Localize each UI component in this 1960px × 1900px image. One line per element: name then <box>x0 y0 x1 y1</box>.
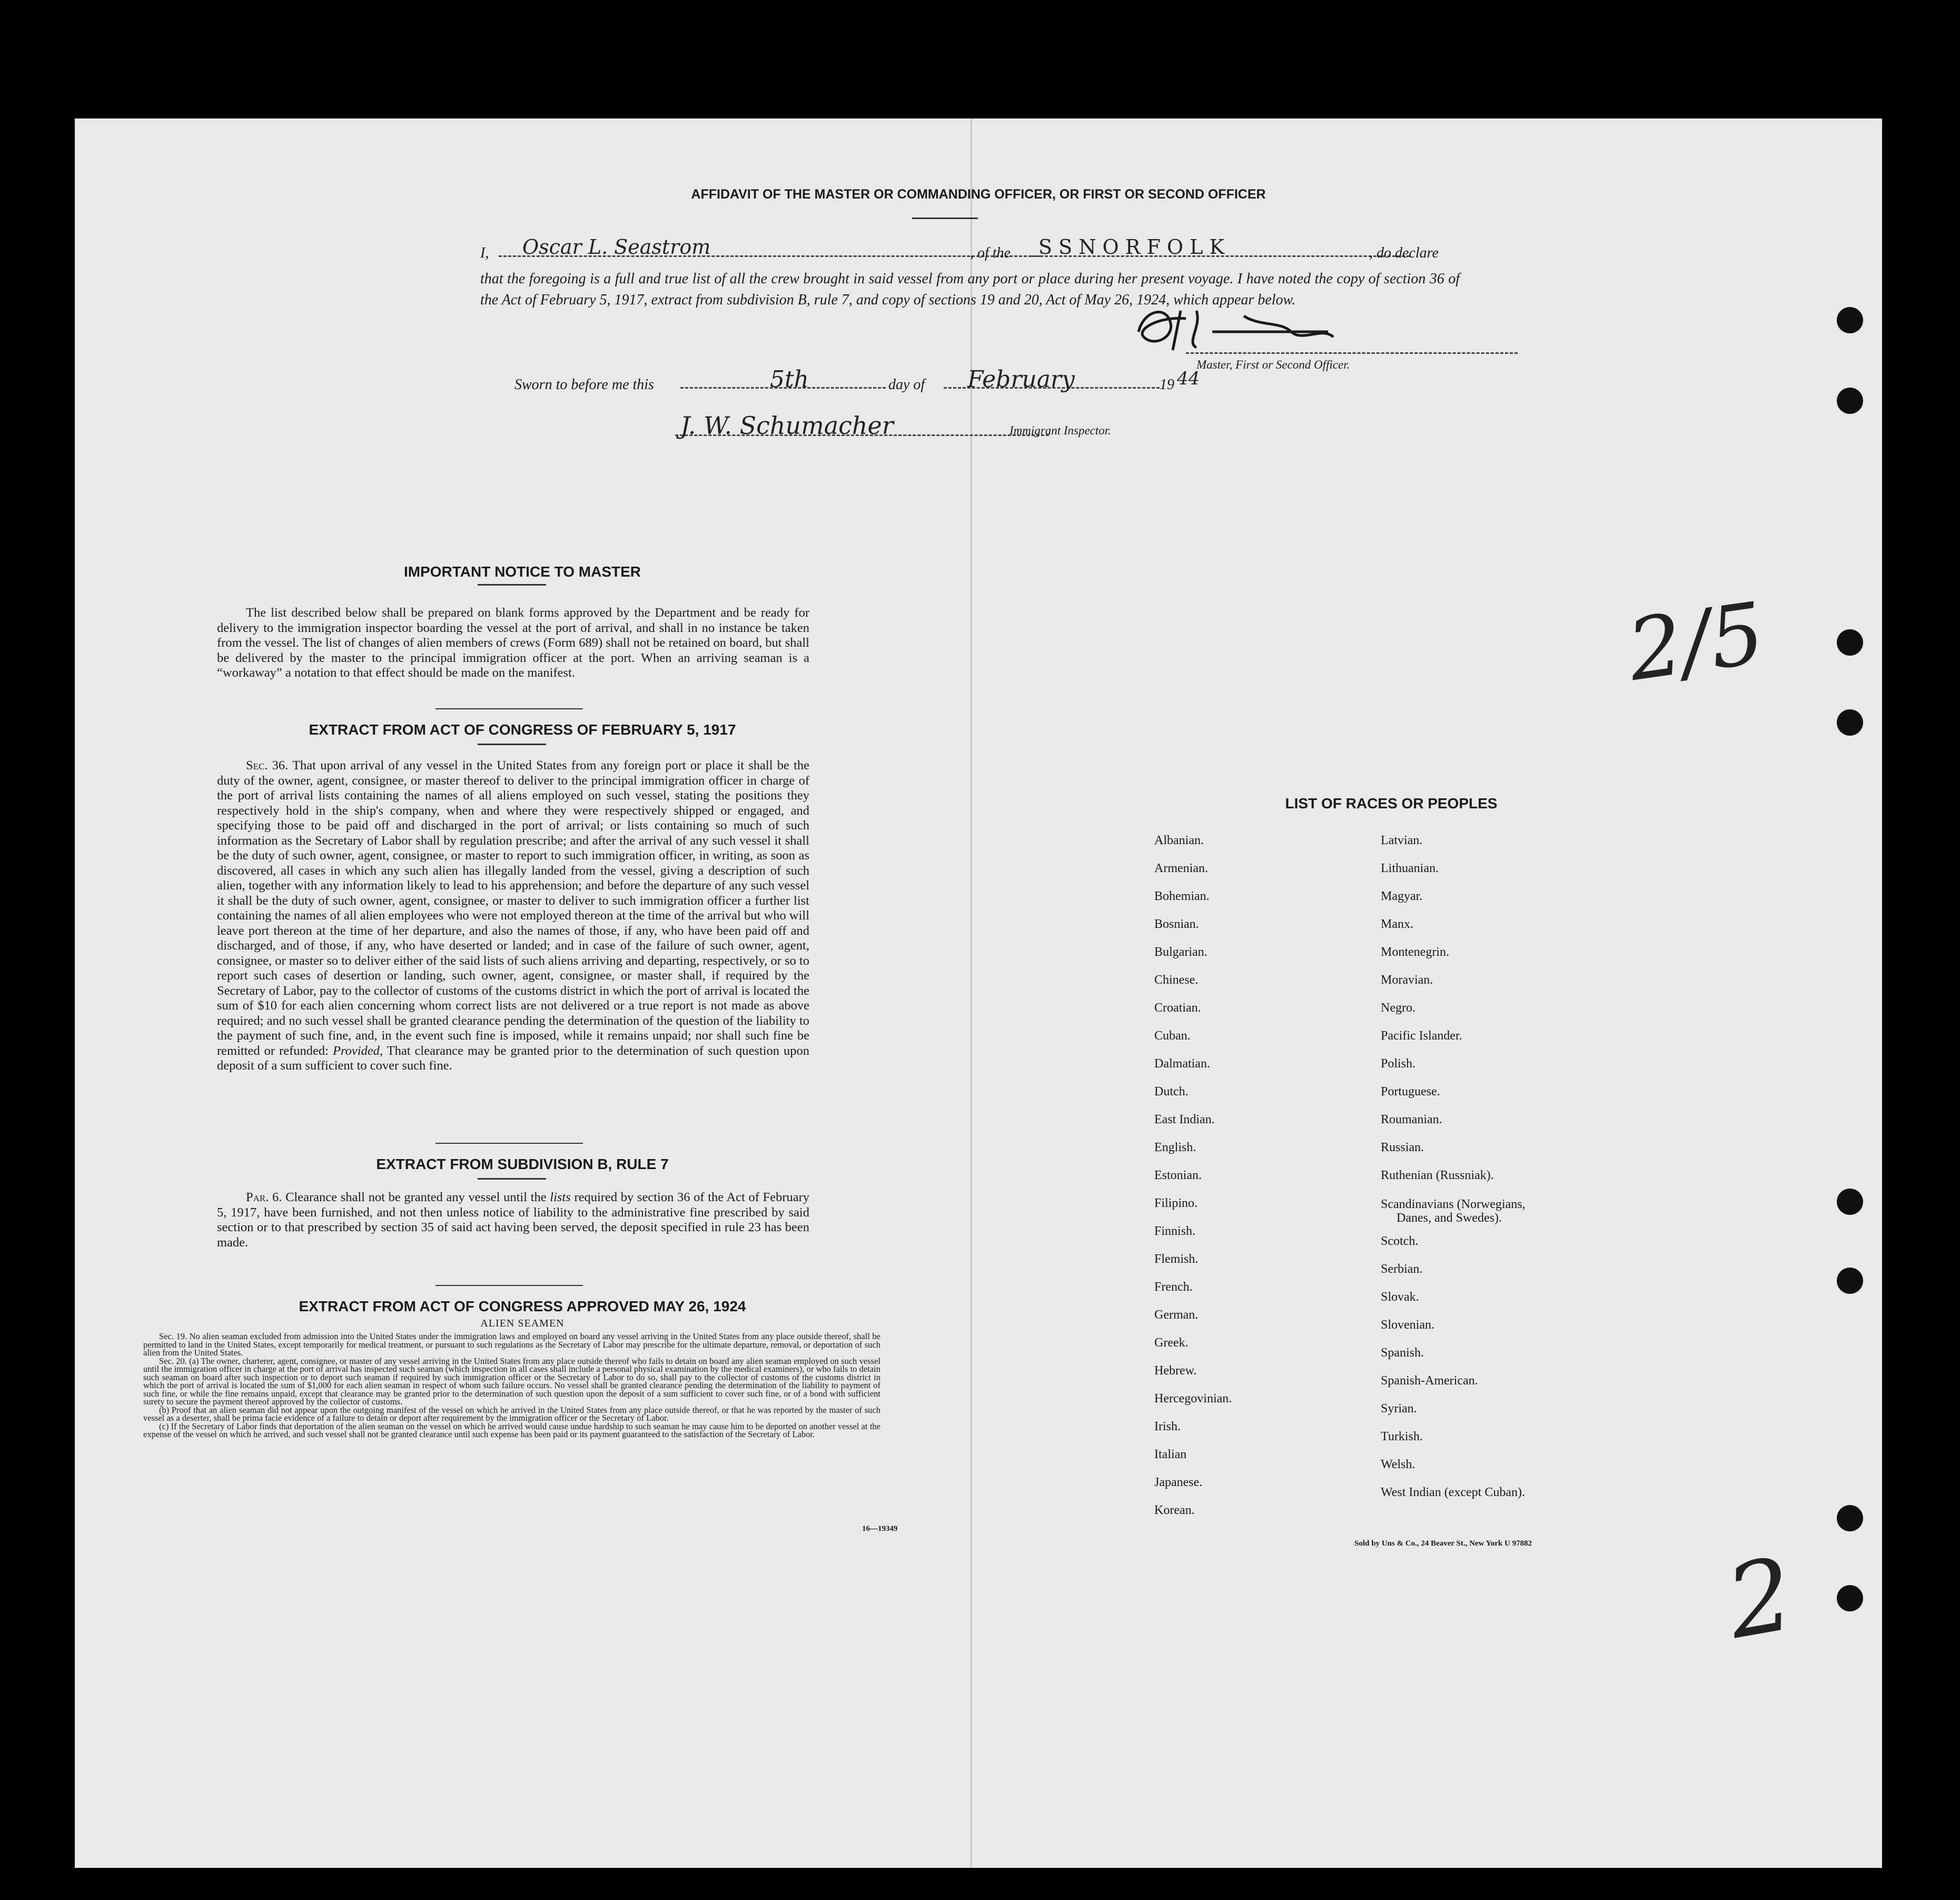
act1917-text-end: That clearance may be granted prior to the determination of such question upon deposit of a sum sufficient to cover such fine. <box>217 1043 810 1073</box>
race-item: West Indian (except Cuban). <box>1381 1486 1525 1499</box>
race-item: Greek. <box>1154 1336 1189 1350</box>
race-item: Slovak. <box>1381 1290 1419 1304</box>
divider <box>435 1285 583 1286</box>
race-item: Lithuanian. <box>1381 862 1439 875</box>
master-name-handwritten: Oscar L. Seastrom <box>522 235 711 259</box>
divider <box>478 744 546 745</box>
race-item: Serbian. <box>1381 1262 1423 1276</box>
race-item: Dutch. <box>1154 1085 1189 1099</box>
divider <box>478 584 546 586</box>
rule7-body <box>217 1190 809 1250</box>
race-item: Polish. <box>1381 1057 1416 1071</box>
race-item: Korean. <box>1154 1503 1195 1517</box>
affidavit-of-the: , of the <box>970 245 1011 261</box>
race-item: Russian. <box>1381 1141 1424 1154</box>
rule7-text-a: Clearance shall not be granted any vessel until the <box>285 1190 547 1204</box>
year-handwritten: 44 <box>1177 368 1200 389</box>
race-item: Armenian. <box>1154 862 1208 875</box>
master-label: Master, First or Second Officer. <box>1196 358 1350 371</box>
act1917-sec: Sec. 36. <box>246 758 289 773</box>
race-item: Albanian. <box>1154 834 1204 847</box>
race-item: Cuban. <box>1154 1029 1191 1043</box>
race-item: Finnish. <box>1154 1224 1196 1238</box>
race-item: Magyar. <box>1381 889 1423 903</box>
day-of-label: day of <box>888 377 925 393</box>
affidavit-i-label: I, <box>480 245 489 261</box>
sworn-label: Sworn to before me this <box>514 377 654 393</box>
binder-hole <box>1837 1268 1863 1294</box>
divider <box>435 708 583 709</box>
race-item: Welsh. <box>1381 1458 1415 1471</box>
day-handwritten: 5th <box>770 366 809 393</box>
affidavit-title: AFFIDAVIT OF THE MASTER OR COMMANDING OFFICER, OR FIRST OR SECOND OFFICER <box>691 187 1266 202</box>
race-item: French. <box>1154 1280 1193 1294</box>
affidavit-do-declare: , do declare <box>1369 245 1439 261</box>
race-item: Latvian. <box>1381 834 1423 847</box>
month-handwritten: February <box>967 366 1075 393</box>
binder-hole <box>1837 709 1863 736</box>
form-number: 16—19349 <box>862 1525 898 1533</box>
race-item: Spanish. <box>1381 1346 1424 1360</box>
sold-by-imprint: Sold by Uns & Co., 24 Beaver St., New York U 97882 <box>1354 1539 1532 1548</box>
rule7-par: Par. 6. <box>246 1190 282 1204</box>
act1917-body <box>217 758 809 1074</box>
race-item: Ruthenian (Russniak). <box>1381 1169 1494 1182</box>
races-right-column <box>1381 827 1644 1507</box>
act1924-sec20a: Sec. 20. (a) The owner, charterer, agent, consignee, or master of any vessel arriving in the United States from any place outside thereof who fails to detain on board any alien seaman employed on such vessel until the immigration officer in charge at the port of arrival has inspected such seaman (which inspection in all cases shall include a personal physical examination by the medical examiners), or who fails to detain such seaman on board after such inspection or to deport such seaman if required by such immigration officer or the Secretary of Labor to do so, shall pay to the collector of customs of the customs district in which the port of arrival is located the sum of $1,000 for each alien seaman in respect of whom such failure occurs. No vessel shall be granted clearance pending the determination of the liability to payment of such fine, or while the fine remains unpaid, except that clearance may be granted prior to the determination of such question upon the deposit of a sum sufficient to cover such fine, or of a bond with sufficient surety to secure the payment thereof approved by the collector of customs. <box>143 1355 880 1407</box>
race-item: Dalmatian. <box>1154 1057 1210 1071</box>
race-item: Spanish-American. <box>1381 1374 1478 1388</box>
race-item: Manx. <box>1381 917 1413 931</box>
act1917-provided: Provided, <box>333 1043 383 1058</box>
race-item: English. <box>1154 1141 1196 1154</box>
fraction-annotation: 2/5 <box>1622 583 1770 700</box>
rule7-text-b: required by section 36 of the Act of February 5, 1917, have been furnished, and not then unless notice of liability to the administrative fine prescribed by said section or to that prescribed by section 35 of said act having been served, the deposit specified in rule 23 has been made. <box>217 1190 810 1250</box>
act1924-sec19: Sec. 19. No alien seaman excluded from admission into the United States under the immigration laws and employed on board any vessel arriving in the United States from any place outside thereof, shall be permitted to land in the United States, except temporarily for medical treatment, or pursuant to such regulations as the Secretary of Labor may prescribe for the ultimate departure, removal, or deportation of such alien from the United States. <box>143 1331 880 1358</box>
binder-hole <box>1837 1585 1863 1611</box>
race-item: Bulgarian. <box>1154 945 1207 959</box>
race-item: Chinese. <box>1154 973 1199 987</box>
binder-hole <box>1837 1189 1863 1215</box>
act1917-title: EXTRACT FROM ACT OF CONGRESS OF FEBRUARY 5, 1917 <box>309 721 736 738</box>
binder-hole <box>1837 629 1863 656</box>
race-item: Bohemian. <box>1154 889 1210 903</box>
race-item: Syrian. <box>1381 1402 1417 1416</box>
inspector-label: Immigrant Inspector. <box>1009 424 1111 437</box>
act1924-sec20c: (c) If the Secretary of Labor finds that deportation of the alien seaman on the vessel on which he arrived would cause undue hardship to such seaman he may cause him to be deported on another vessel at the expense of the vessel on which he arrived, and such vessel shall not be granted clearance until such expense has been paid or its payment guaranteed to the satisfaction of the Secretary of Labor. <box>143 1421 880 1439</box>
rule7-title: EXTRACT FROM SUBDIVISION B, RULE 7 <box>376 1156 669 1172</box>
vessel-name-handwritten: S S N O R F O L K <box>1038 235 1224 259</box>
race-item: Slovenian. <box>1381 1318 1434 1332</box>
affidavit-body: that the foregoing is a full and true list of all the crew brought in said vessel from any port or place during her present voyage. I have noted the copy of section 36 of the Act of February 5, 1917, extract from subdivision B, rule 7, and copy of sections 19 and 20, Act of May 26, 1924, which appear below. <box>480 271 1460 308</box>
race-item: Roumanian. <box>1381 1113 1442 1126</box>
notice-body: The list described below shall be prepared on blank forms approved by the Department and be ready for delivery to the immigration inspector boarding the vessel at the port of arrival, and shall in no instance be taken from the vessel. The list of changes of alien members of crews (Form 689) shall not be retained on board, but shall be delivered by the master to the principal immigration officer at the port. When an arriving seaman is a “workaway” a notation to that effect should be made on the manifest. <box>217 606 809 680</box>
notice-title: IMPORTANT NOTICE TO MASTER <box>403 563 641 580</box>
binder-hole <box>1837 307 1863 333</box>
divider <box>478 1178 546 1180</box>
divider <box>912 217 978 219</box>
binder-hole <box>1837 388 1863 414</box>
race-item: Montenegrin. <box>1381 945 1449 959</box>
race-item: Turkish. <box>1381 1430 1423 1443</box>
act1924-sec20b: (b) Proof that an alien seaman did not appear upon the outgoing manifest of the vessel on which he arrived in the United States from any place outside thereof, or that he was reported by the master of such vessel as a deserter, shall be prima facie evidence of a failure to detain or deport after requirement by the immigration officer or the Secretary of Labor. <box>143 1404 880 1423</box>
signature-line <box>1186 352 1518 354</box>
race-item: Japanese. <box>1154 1476 1203 1489</box>
inspector-signature: J. W. Schumacher <box>680 411 894 440</box>
race-item: Scotch. <box>1381 1234 1419 1248</box>
act1917-text: That upon arrival of any vessel in the United States from any foreign port or place it shall be the duty of the owner, agent, consignee, or master thereof to deliver to the principal immigration officer in charge of the port of arrival lists containing the names of all aliens employed on such vessel, stating the positions they respectively hold in the ship's company, when and where they were respectively shipped or engaged, and specifying those to be paid off and discharged in the port of arrival; or lists containing so much of such information as the Secretary of Labor shall by regulation prescribe; and after the arrival of any such vessel it shall be the duty of such owner, agent, consignee, or master to report to such immigration officer, in writing, as soon as discovered, all cases in which any such alien has illegally landed from the vessel, giving a description of such alien, together with any information likely to lead to his apprehension; and before the departure of any such vessel it shall be the duty of such owner, agent, consignee, or master to deliver to such immigration officer a further list containing the names of all alien employees who were not employed thereon at the time of the arrival but who will leave port thereon at the time of her departure, and also the names of those, if any, who have been paid off and discharged, and of those, if any, who have deserted or landed; and in case of the failure of such owner, agent, consignee, or master so to deliver either of the said lists of such aliens arriving and departing, respectively, or so to report such cases of desertion or landing, such owner, agent, consignee, or master shall, if required by the Secretary of Labor, pay to the collector of customs of the customs district in which the port of arrival is located the sum of $10 for each alien concerning whom correct lists are not delivered or a true report is not made as above required; and no such vessel shall be granted clearance pending the determination of the question of the liability to the payment of such fine, and, in the event such fine is imposed, while it remains unpaid; nor shall such fine be remitted or refunded: <box>217 758 809 1058</box>
race-item: Negro. <box>1381 1001 1415 1015</box>
number-annotation: 2 <box>1718 1536 1802 1661</box>
race-item: Pacific Islander. <box>1381 1029 1462 1043</box>
race-item: German. <box>1154 1308 1199 1322</box>
race-item: Portuguese. <box>1381 1085 1440 1099</box>
year-printed: 19 <box>1160 377 1174 393</box>
race-item: Scandinavians (Norwegians, <box>1381 1198 1526 1211</box>
races-title: LIST OF RACES OR PEOPLES <box>1285 795 1498 812</box>
rule7-lists: lists <box>550 1190 571 1204</box>
act1924-subtitle: ALIEN SEAMEN <box>480 1318 565 1329</box>
race-item: Hercegovinian. <box>1154 1392 1232 1406</box>
divider <box>435 1143 583 1144</box>
race-item: East Indian. <box>1154 1113 1215 1126</box>
race-item: Irish. <box>1154 1420 1181 1433</box>
act1924-title: EXTRACT FROM ACT OF CONGRESS APPROVED MAY 26, 1924 <box>299 1298 746 1314</box>
race-item: Estonian. <box>1154 1169 1202 1182</box>
race-item: Flemish. <box>1154 1252 1199 1266</box>
master-signature <box>1123 300 1418 358</box>
race-item: Danes, and Swedes). <box>1397 1211 1502 1225</box>
race-item: Filipino. <box>1154 1196 1198 1210</box>
binder-hole <box>1837 1505 1863 1531</box>
race-item: Italian <box>1154 1448 1187 1461</box>
races-left-column <box>1154 827 1365 1525</box>
document-page <box>75 118 1882 1868</box>
race-item: Croatian. <box>1154 1001 1201 1015</box>
race-item: Moravian. <box>1381 973 1433 987</box>
race-item: Bosnian. <box>1154 917 1199 931</box>
act1924-body <box>143 1332 880 1439</box>
race-item: Hebrew. <box>1154 1364 1197 1378</box>
